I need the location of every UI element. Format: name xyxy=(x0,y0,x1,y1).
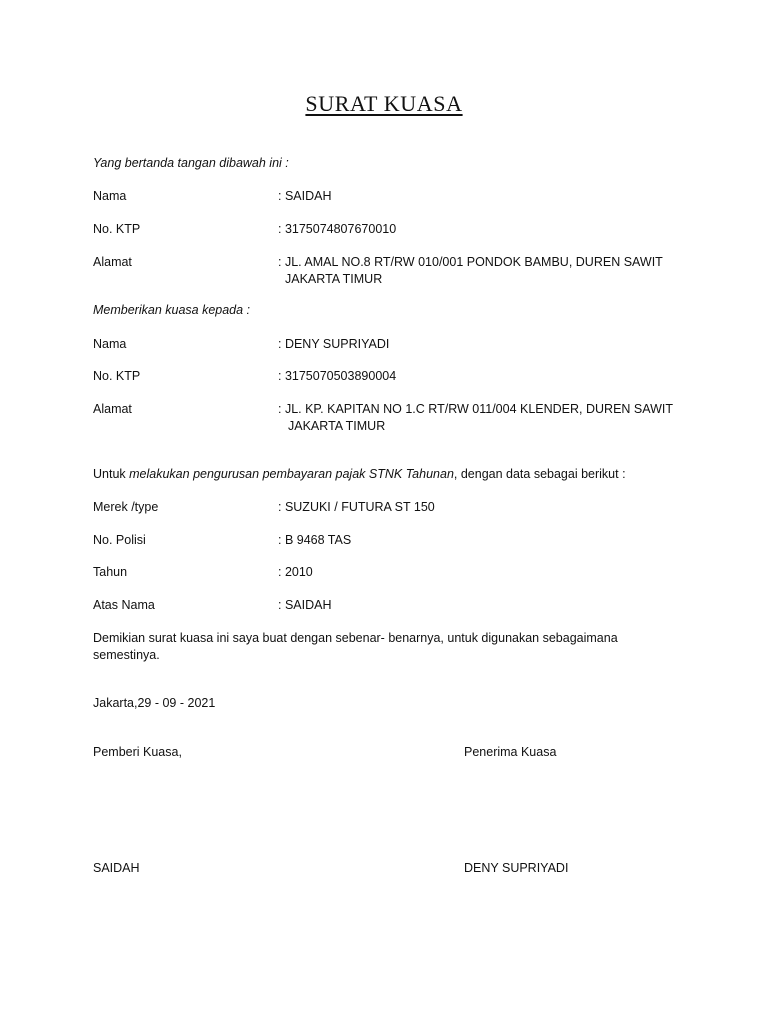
grantee-name-value: : DENY SUPRIYADI xyxy=(278,337,390,351)
grantor-address-line2: JAKARTA TIMUR xyxy=(285,272,383,286)
grantee-address-line1: : JL. KP. KAPITAN NO 1.C RT/RW 011/004 KLENDER, DUREN SAWIT xyxy=(278,402,674,416)
grantor-address-label: Alamat xyxy=(93,255,132,269)
signature-giver-name: SAIDAH xyxy=(93,861,140,875)
signature-receiver-name: DENY SUPRIYADI xyxy=(464,861,569,875)
grantee-address-line2: JAKARTA TIMUR xyxy=(288,419,386,433)
vehicle-year-label: Tahun xyxy=(93,565,128,579)
vehicle-brand-label: Merek /type xyxy=(93,500,159,514)
vehicle-brand-value: : SUZUKI / FUTURA ST 150 xyxy=(278,500,435,514)
grantor-intro: Yang bertanda tangan dibawah ini : xyxy=(93,156,289,170)
signature-receiver-label: Penerima Kuasa xyxy=(464,745,557,759)
grantor-name-value: : SAIDAH xyxy=(278,189,332,203)
vehicle-owner-value: : SAIDAH xyxy=(278,598,332,612)
grantor-ktp-label: No. KTP xyxy=(93,222,141,236)
purpose-prefix: Untuk xyxy=(93,467,130,481)
grantee-ktp-value: : 3175070503890004 xyxy=(278,369,397,383)
vehicle-plate-label: No. Polisi xyxy=(93,533,146,547)
grantee-ktp-label: No. KTP xyxy=(93,369,141,383)
grantee-address-label: Alamat xyxy=(93,402,132,416)
grantee-name-label: Nama xyxy=(93,337,127,351)
document-title: SURAT KUASA xyxy=(305,91,463,116)
signature-giver-label: Pemberi Kuasa, xyxy=(93,745,182,759)
closing-line1: Demikian surat kuasa ini saya buat dengan sebenar- benarnya, untuk digunakan sebagaimana xyxy=(93,631,618,645)
vehicle-plate-value: : B 9468 TAS xyxy=(278,533,352,547)
place-date: Jakarta,29 - 09 - 2021 xyxy=(93,696,216,710)
purpose-italic: melakukan pengurusan pembayaran pajak STNK Tahunan xyxy=(129,467,454,481)
grantor-address-line1: : JL. AMAL NO.8 RT/RW 010/001 PONDOK BAMBU, DUREN SAWIT xyxy=(278,255,663,269)
vehicle-year-value: : 2010 xyxy=(278,565,313,579)
vehicle-owner-label: Atas Nama xyxy=(93,598,155,612)
purpose-statement xyxy=(93,466,626,482)
purpose-suffix: , dengan data sebagai berikut : xyxy=(453,467,626,481)
grantor-ktp-value: : 3175074807670010 xyxy=(278,222,397,236)
grantor-name-label: Nama xyxy=(93,189,127,203)
grantee-intro: Memberikan kuasa kepada : xyxy=(93,303,251,317)
closing-line2: semestinya. xyxy=(93,648,160,662)
